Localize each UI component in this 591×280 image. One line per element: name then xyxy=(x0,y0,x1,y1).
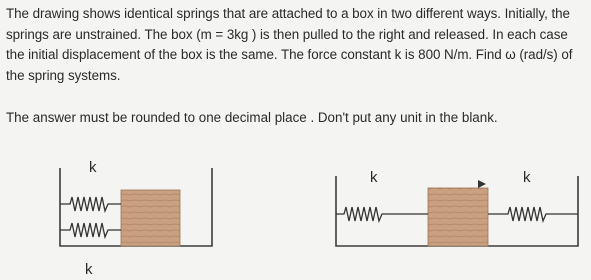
spring-diagram xyxy=(0,150,591,280)
pull-arrow-icon xyxy=(478,180,486,188)
problem-statement xyxy=(6,4,588,86)
right-box xyxy=(428,188,488,246)
left-box xyxy=(121,190,180,246)
answer-instruction: The answer must be rounded to one decimal place . Don't put any unit in the blank. xyxy=(6,110,498,125)
right-spring-right xyxy=(488,207,578,221)
left-system xyxy=(60,159,212,278)
problem-text: The drawing shows identical springs that are attached to a box in two different ways. Initially, the springs are unstrained. The box (m = 3kg ) is then pulled to the right and released. In each case the initial displacement of the box is the same. The force constant k is 800 N/m. Find ω (rad/s) of the spring systems. xyxy=(6,6,573,83)
spring-figure xyxy=(0,150,591,280)
right-k-left-label: k xyxy=(370,169,378,186)
left-spring-top xyxy=(60,197,121,211)
left-k-top-label: k xyxy=(89,159,97,176)
left-spring-bottom xyxy=(60,223,121,237)
right-system xyxy=(336,169,578,246)
right-k-right-label: k xyxy=(523,169,531,186)
right-spring-left xyxy=(336,207,428,221)
left-k-bottom-label: k xyxy=(85,261,93,278)
